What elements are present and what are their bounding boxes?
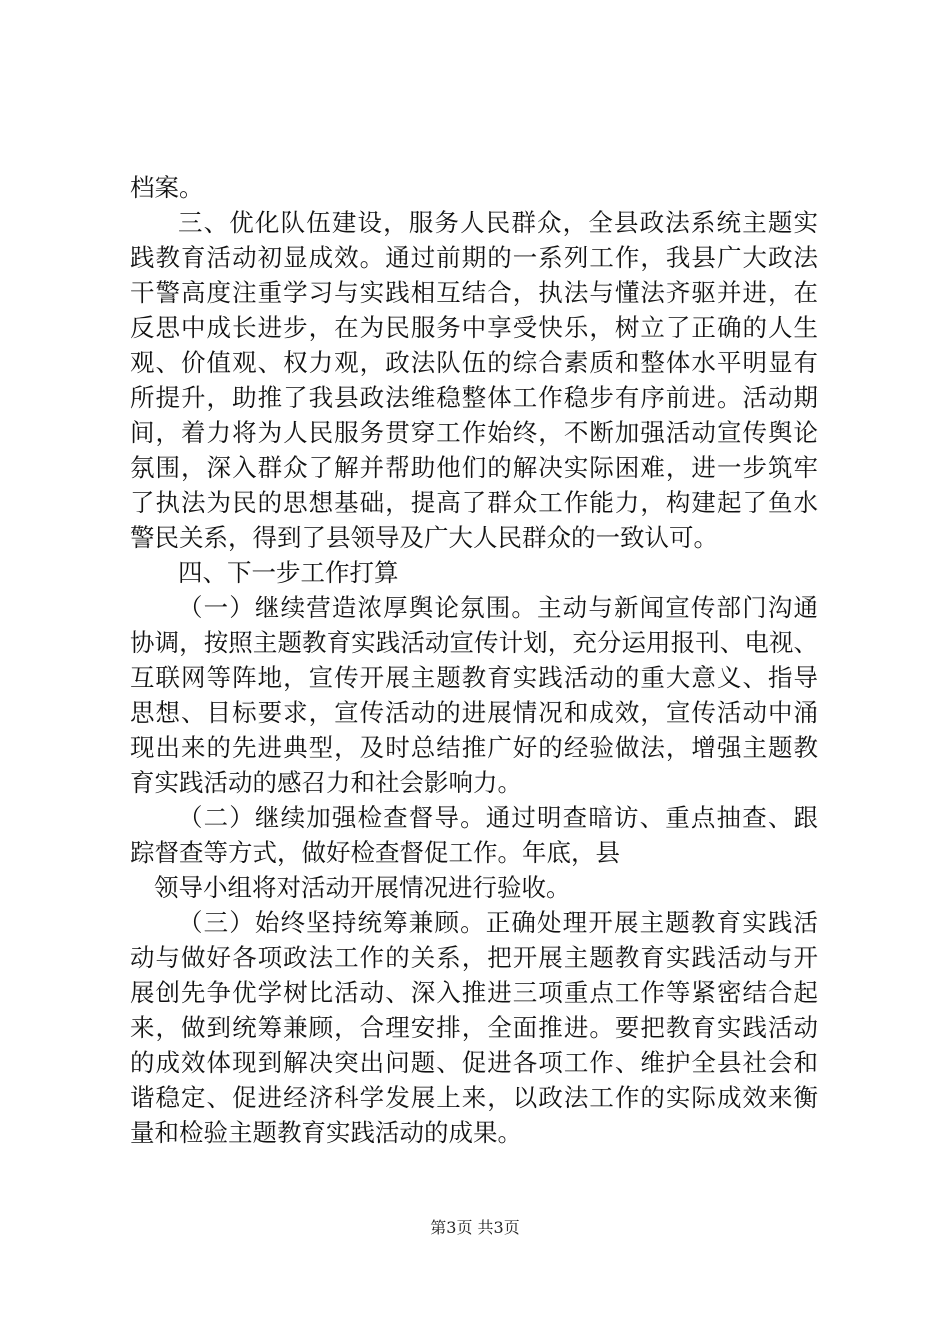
- page-footer: 第3页 共3页: [430, 1218, 520, 1237]
- text-line: 思想、目标要求，宣传活动的进展情况和成效，宣传活动中涌: [130, 698, 818, 727]
- text-line: 所提升，助推了我县政法维稳整体工作稳步有序前进。活动期: [130, 383, 818, 412]
- text-line: 动与做好各项政法工作的关系，把开展主题教育实践活动与开: [130, 943, 818, 972]
- text-line: 反思中成长进步，在为民服务中享受快乐，树立了正确的人生: [130, 313, 818, 342]
- text-line: 现出来的先进典型，及时总结推广好的经验做法，增强主题教: [130, 733, 818, 762]
- subsection-heading-2: （二）继续加强检查督导。通过明查暗访、重点抽查、跟: [178, 803, 818, 832]
- text-line: 量和检验主题教育实践活动的成果。: [130, 1118, 522, 1147]
- text-line: 践教育活动初显成效。通过前期的一系列工作，我县广大政法: [130, 243, 818, 272]
- section-heading-4: 四、下一步工作打算: [178, 558, 399, 587]
- text-line: 踪督查等方式，做好检查督促工作。年底，县: [130, 838, 620, 867]
- text-line: 互联网等阵地，宣传开展主题教育实践活动的重大意义、指导: [130, 663, 818, 692]
- text-line: 育实践活动的感召力和社会影响力。: [130, 768, 522, 797]
- text-line: 干警高度注重学习与实践相互结合，执法与懂法齐驱并进，在: [130, 278, 818, 307]
- text-line: 来，做到统筹兼顾，合理安排，全面推进。要把教育实践活动: [130, 1013, 818, 1042]
- text-line: 协调，按照主题教育实践活动宣传计划，充分运用报刊、电视、: [130, 628, 818, 657]
- text-line: 档案。: [130, 173, 204, 202]
- text-line: 谐稳定、促进经济科学发展上来，以政法工作的实际成效来衡: [130, 1083, 818, 1112]
- text-line: 间，着力将为人民服务贯穿工作始终，不断加强活动宣传舆论: [130, 418, 818, 447]
- text-line: 领导小组将对活动开展情况进行验收。: [154, 873, 571, 902]
- text-line: 警民关系，得到了县领导及广大人民群众的一致认可。: [130, 523, 718, 552]
- text-line: 的成效体现到解决突出问题、促进各项工作、维护全县社会和: [130, 1048, 818, 1077]
- section-heading-3: 三、优化队伍建设，服务人民群众，全县政法系统主题实: [178, 208, 818, 237]
- text-line: 观、价值观、权力观，政法队伍的综合素质和整体水平明显有: [130, 348, 818, 377]
- text-line: 氛围，深入群众了解并帮助他们的解决实际困难，进一步筑牢: [130, 453, 818, 482]
- subsection-heading-3: （三）始终坚持统筹兼顾。正确处理开展主题教育实践活: [178, 908, 818, 937]
- subsection-heading-1: （一）继续营造浓厚舆论氛围。主动与新闻宣传部门沟通: [178, 593, 818, 622]
- text-line: 了执法为民的思想基础，提高了群众工作能力，构建起了鱼水: [130, 488, 818, 517]
- text-line: 展创先争优学树比活动、深入推进三项重点工作等紧密结合起: [130, 978, 818, 1007]
